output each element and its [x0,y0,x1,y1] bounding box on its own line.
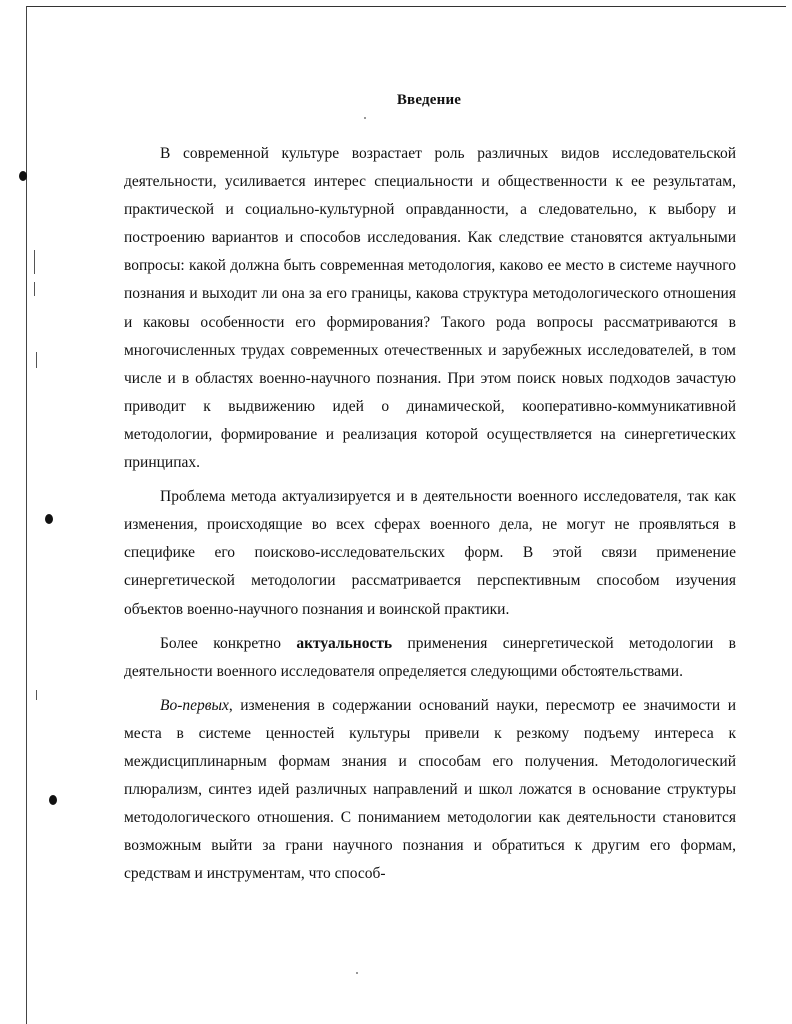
margin-mark [34,250,35,274]
page-title: Введение [396,92,462,108]
punch-hole-bottom [49,795,57,805]
emphasis-firstly: Во-первых [160,696,229,714]
paragraph-1: В современной культуре возрастает роль различных видов исследовательской деятельности, усиливается интерес специальности и общественности к ее результатам, практической и социально-культурной оправданности, а следовательно, к выбору и построению вариантов и способов исследования. Как следствие становятся актуальными вопросы: какой должна быть современная методология, каково ее место в системе научного познания и выходит ли она за его границы, какова структура методологического отношения и каковы особенности его формирования? Такого рода вопросы рассматриваются в многочисленных трудах современных отечественных и зарубежных исследователей, в том числе и в областях военно-научного познания. При этом поиск новых подходов зачастую приводит к выдвижению идей о динамической, кооперативно-коммуникативной методологии, формирование и реализация которой осуществляется на синергетических принципах. [124,145,736,472]
document-body [124,140,736,894]
paragraph-4 [124,692,736,889]
paragraph-3-lead: Более конкретно [160,634,297,652]
punch-hole-top [19,171,27,181]
scan-speck [364,117,366,119]
margin-mark [36,352,37,368]
paragraph-3-rest: применения синергетической методологии в деятельности военного исследователя определяется следующими обстоятельствами. [124,634,736,680]
scan-border-left [26,6,27,1024]
emphasis-actuality: актуальность [296,634,393,652]
paragraph-2: Проблема метода актуализируется и в деятельности военного исследователя, так как изменения, происходящие во всех сферах военного дела, не могут не проявляться в специфике его поисково-исследовательских форм. В этой связи применение синергетической методологии рассматривается перспективным способом изучения объектов военно-научного познания и воинской практики. [124,488,736,618]
paragraph-3 [124,630,736,686]
paragraph-4-rest: , изменения в содержании оснований науки, пересмотр ее значимости и места в системе ценностей культуры привели к резкому подъему интереса к междисциплинарным формам знания и способам его получения. Методологический плюрализм, синтез идей различных направлений и школ ложатся в основание структуры методологического отношения. С пониманием методологии как деятельности становится возможным выйти за грани научного познания и обратиться к другим его формам, средствам и инструментам, что способ- [124,696,736,883]
margin-mark [34,282,35,296]
punch-hole-middle [45,514,53,524]
margin-mark [36,690,37,700]
scan-speck [356,972,358,974]
scan-border-top [26,6,786,7]
